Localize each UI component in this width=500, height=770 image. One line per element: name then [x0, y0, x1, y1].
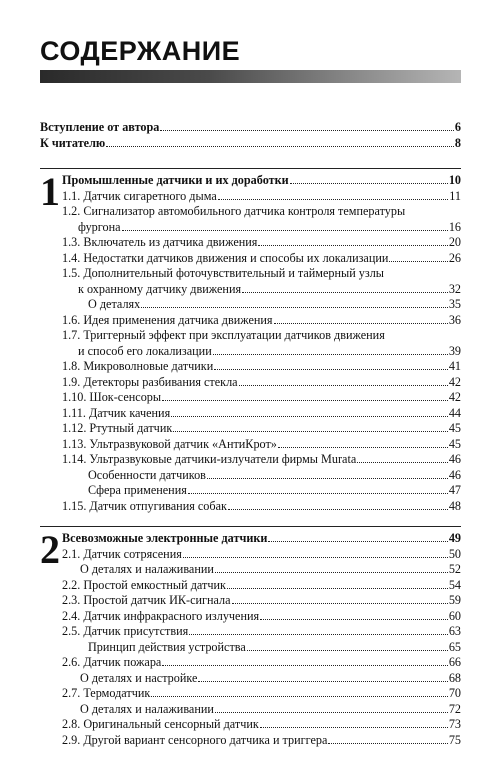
toc-entry[interactable]: [62, 251, 461, 266]
toc-entry-page: 8: [454, 136, 461, 150]
toc-entry-page: 46: [448, 452, 461, 466]
toc-entry-page: 49: [448, 531, 461, 545]
toc-entry-title: Сфера применения: [88, 483, 187, 497]
toc-entry-page: 50: [448, 546, 461, 561]
toc-entry-title: 2.8. Оригинальный сенсорный датчик: [62, 717, 259, 731]
toc-leader: [188, 484, 448, 494]
toc-entry[interactable]: [62, 406, 461, 421]
toc-entry-title: 1.15. Датчик отпугивания собак: [62, 498, 227, 513]
toc-entry[interactable]: [62, 359, 461, 374]
toc-entry[interactable]: [88, 468, 461, 483]
toc-entry-title: 2.3. Простой датчик ИК-сигнала: [62, 593, 231, 607]
toc-entry-title: 1.12. Ртутный датчик: [62, 421, 173, 435]
toc-entry-page: 46: [448, 467, 461, 482]
toc-entry-title: 2.5. Датчик присутствия: [62, 624, 189, 638]
toc-leader: [162, 656, 447, 666]
toc-entry-page: 45: [448, 421, 461, 435]
toc-entry-page: 68: [448, 670, 461, 685]
toc-leader: [189, 625, 448, 635]
toc-entry[interactable]: [88, 483, 461, 498]
toc-entry[interactable]: [78, 220, 461, 235]
toc-entry[interactable]: [62, 655, 461, 670]
toc-entry[interactable]: [62, 452, 461, 467]
toc-entry-page: 66: [448, 655, 461, 669]
toc-entry-title: 1.3. Включатель из датчика движения: [62, 235, 258, 249]
toc-leader: [214, 360, 448, 370]
toc-leader: [389, 252, 447, 262]
toc-entry-title: О деталях и налаживании: [80, 701, 214, 716]
toc-entry-title: к охранному датчику движения: [78, 281, 242, 296]
page-title: СОДЕРЖАНИЕ: [40, 36, 241, 66]
toc-entry[interactable]: [62, 204, 461, 219]
toc-entry-page: 20: [448, 235, 461, 249]
chapter-number: 1: [40, 169, 60, 214]
toc-entry[interactable]: [62, 733, 461, 748]
toc-entry-title: 1.4. Недостатки датчиков движения и способы их локализации: [62, 250, 389, 265]
toc-entry-title: 2.1. Датчик сотрясения: [62, 546, 182, 561]
toc-entry-page: 45: [448, 436, 461, 451]
toc-leader: [198, 672, 447, 682]
toc-entry[interactable]: [62, 499, 461, 514]
toc-entry-page: 47: [448, 483, 461, 497]
toc-leader: [258, 236, 447, 246]
toc-entry-title: 1.11. Датчик качения: [62, 405, 171, 420]
toc-entry[interactable]: [62, 624, 461, 639]
toc-leader: [171, 407, 448, 417]
toc-entry-title: О деталях и налаживании: [80, 562, 214, 576]
toc-entry-title: Промышленные датчики и их доработки: [62, 173, 289, 187]
toc-leader: [218, 190, 449, 200]
toc-entry-page: 42: [448, 390, 461, 404]
toc-leader: [160, 121, 454, 131]
toc-leader: [106, 137, 454, 147]
toc-entry-title: Особенности датчиков: [88, 467, 206, 482]
toc-entry-page: 35: [448, 297, 461, 311]
toc-entry[interactable]: [80, 671, 461, 686]
toc-entry[interactable]: [62, 328, 461, 343]
toc-entry-page: 32: [448, 281, 461, 296]
toc-entry[interactable]: [88, 640, 461, 655]
toc-entry[interactable]: [62, 578, 461, 593]
toc-leader: [151, 687, 448, 697]
toc-entry-page: 48: [448, 498, 461, 513]
toc-entry-title: 1.7. Триггерный эффект при эксплуатации датчиков движения: [62, 328, 385, 342]
toc-entry-title: фургона: [78, 219, 121, 234]
toc-entry-page: 65: [448, 639, 461, 654]
toc-leader: [242, 283, 448, 293]
toc-entry[interactable]: [40, 120, 461, 135]
toc-entry[interactable]: [62, 173, 461, 188]
toc-leader: [173, 422, 448, 432]
toc-entry-title: 2.2. Простой емкостный датчик: [62, 577, 226, 592]
toc-leader: [260, 718, 448, 728]
toc-leader: [215, 703, 448, 713]
toc-entry-title: О деталях: [88, 297, 141, 311]
toc-entry[interactable]: [62, 189, 461, 204]
toc-entry-title: 2.6. Датчик пожара: [62, 655, 162, 669]
toc-entry[interactable]: [62, 421, 461, 436]
toc-entry-page: 39: [448, 343, 461, 358]
toc-entry-title: 1.13. Ультразвуковой датчик «АнтиКрот»: [62, 436, 277, 451]
toc-entry[interactable]: [62, 531, 461, 546]
toc-entry-title: 1.9. Детекторы разбивания стекла: [62, 374, 238, 389]
toc-leader: [228, 500, 448, 510]
toc-entry-title: 1.6. Идея применения датчика движения: [62, 312, 273, 327]
chapter-divider: [40, 526, 461, 527]
toc-leader: [290, 174, 448, 184]
toc-leader: [183, 548, 448, 558]
toc-entry[interactable]: [40, 136, 461, 151]
toc-entry-page: 73: [448, 717, 461, 731]
toc-entry[interactable]: [80, 562, 461, 577]
toc-entry-page: 75: [448, 732, 461, 747]
toc-leader: [213, 345, 448, 355]
toc-leader: [328, 734, 447, 744]
toc-leader: [278, 438, 448, 448]
toc-entry-title: Принцип действия устройства: [88, 639, 246, 654]
toc-entry-title: О деталях и настройке: [80, 670, 198, 685]
toc-entry-page: 59: [448, 593, 461, 607]
toc-entry-page: 16: [448, 219, 461, 234]
toc-entry-page: 60: [448, 608, 461, 623]
toc-leader: [232, 594, 448, 604]
toc-entry-title: 1.14. Ультразвуковые датчики-излучатели фирмы Murata: [62, 452, 357, 466]
toc-leader: [122, 221, 448, 231]
toc-entry-page: 11: [449, 188, 461, 203]
toc-entry-page: 72: [448, 701, 461, 716]
toc-entry[interactable]: [62, 717, 461, 732]
toc-leader: [207, 469, 448, 479]
toc-leader: [141, 298, 448, 308]
toc-entry-page: 42: [448, 374, 461, 389]
toc-entry[interactable]: [62, 437, 461, 452]
toc-entry-title: 2.7. Термодатчик: [62, 686, 151, 700]
toc-entry-title: Всевозможные электронные датчики: [62, 531, 268, 545]
toc-entry[interactable]: [78, 344, 461, 359]
toc-entry[interactable]: [80, 702, 461, 717]
toc-entry-page: 70: [448, 686, 461, 700]
chapter-number: 2: [40, 527, 60, 572]
toc-leader: [247, 641, 448, 651]
toc-entry-title: 2.4. Датчик инфракрасного излучения: [62, 608, 260, 623]
toc-entry-title: Вступление от автора: [40, 120, 160, 134]
toc-leader: [268, 532, 447, 542]
toc-entry-title: 1.8. Микроволновые датчики: [62, 359, 214, 373]
toc-leader: [215, 563, 448, 573]
toc-entry[interactable]: [62, 593, 461, 608]
toc-leader: [274, 314, 448, 324]
toc-entry-title: К читателю: [40, 136, 106, 150]
chapter-divider: [40, 168, 461, 169]
toc-leader: [239, 376, 448, 386]
toc-entry[interactable]: [62, 547, 461, 562]
toc-entry-page: 26: [448, 250, 461, 265]
toc-leader: [227, 579, 448, 589]
toc-entry-page: 63: [448, 624, 461, 638]
toc-entry-title: 2.9. Другой вариант сенсорного датчика и триггера: [62, 732, 328, 747]
toc-entry-title: и способ его локализации: [78, 343, 212, 358]
toc-entry-page: 44: [448, 405, 461, 420]
toc-entry[interactable]: [62, 266, 461, 281]
toc-entry[interactable]: [62, 313, 461, 328]
toc-entry-title: 1.2. Сигнализатор автомобильного датчика контроля температуры: [62, 204, 406, 218]
toc-entry-page: 41: [448, 359, 461, 373]
toc-leader: [162, 391, 448, 401]
toc-entry-title: 1.10. Шок-сенсоры: [62, 390, 162, 404]
toc-entry[interactable]: [62, 375, 461, 390]
toc-entry[interactable]: [62, 686, 461, 701]
toc-entry-page: 52: [448, 562, 461, 576]
title-bar: [40, 70, 461, 83]
toc-entry-title: 1.1. Датчик сигаретного дыма: [62, 188, 217, 203]
toc-entry[interactable]: [62, 390, 461, 405]
toc-entry[interactable]: [62, 609, 461, 624]
toc-entry[interactable]: [62, 235, 461, 250]
toc-entry-page: 54: [448, 577, 461, 592]
toc-entry-page: 10: [448, 173, 461, 187]
toc-entry[interactable]: [88, 297, 461, 312]
toc-leader: [357, 453, 448, 463]
toc-leader: [260, 610, 448, 620]
toc-entry-page: 36: [448, 312, 461, 327]
toc-entry[interactable]: [78, 282, 461, 297]
toc-entry-title: 1.5. Дополнительный фоточувствительный и таймерный узлы: [62, 266, 384, 280]
toc-entry-page: 6: [454, 120, 461, 134]
